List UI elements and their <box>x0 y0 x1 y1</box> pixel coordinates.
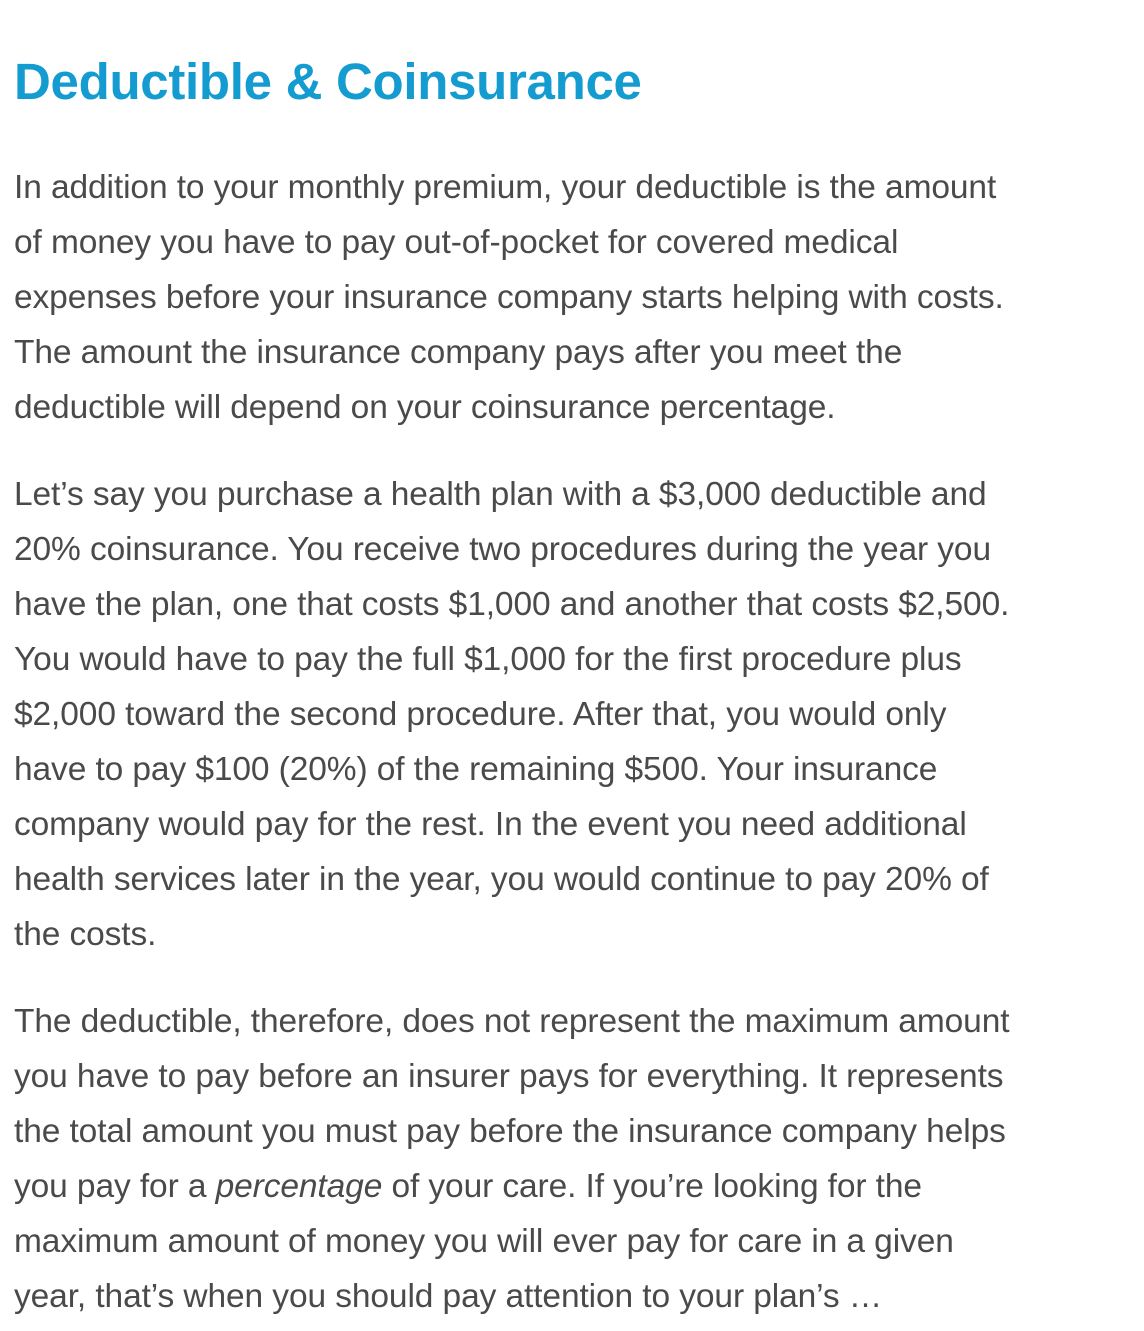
text-segment: of your care. If you’re looking for the <box>382 1168 922 1205</box>
text-line: In addition to your monthly premium, your deductible is the amount <box>14 169 997 206</box>
paragraph-example <box>14 467 1144 962</box>
text-line: have the plan, one that costs $1,000 and another that costs $2,500. <box>14 586 1010 623</box>
text-line: You would have to pay the full $1,000 for the first procedure plus <box>14 641 962 678</box>
text-line: $2,000 toward the second procedure. After that, you would only <box>14 696 947 733</box>
text-line: year, that’s when you should pay attention to your plan’s … <box>14 1278 883 1315</box>
text-line: The deductible, therefore, does not represent the maximum amount <box>14 1003 1010 1040</box>
text-line: 20% coinsurance. You receive two procedures during the year you <box>14 531 991 568</box>
text-line: have to pay $100 (20%) of the remaining $500. Your insurance <box>14 751 938 788</box>
page-title: Deductible & Coinsurance <box>14 53 642 110</box>
text-line: health services later in the year, you would continue to pay 20% of <box>14 861 989 898</box>
text-line: of money you have to pay out-of-pocket for covered medical <box>14 224 899 261</box>
text-line: the costs. <box>14 916 157 953</box>
text-line: deductible will depend on your coinsurance percentage. <box>14 389 836 426</box>
paragraph-intro <box>14 160 1144 435</box>
text-line: The amount the insurance company pays after you meet the <box>14 334 903 371</box>
text-line <box>14 1159 1144 1214</box>
text-line: you have to pay before an insurer pays for everything. It represents <box>14 1058 1004 1095</box>
paragraph-conclusion <box>14 994 1144 1324</box>
text-line: expenses before your insurance company starts helping with costs. <box>14 279 1004 316</box>
emphasis-percentage: percentage <box>215 1168 383 1205</box>
text-line: Let’s say you purchase a health plan with a $3,000 deductible and <box>14 476 987 513</box>
text-line: company would pay for the rest. In the event you need additional <box>14 806 967 843</box>
text-line: the total amount you must pay before the insurance company helps <box>14 1113 1006 1150</box>
text-segment: you pay for a <box>14 1168 216 1205</box>
text-line: maximum amount of money you will ever pay for care in a given <box>14 1223 954 1260</box>
